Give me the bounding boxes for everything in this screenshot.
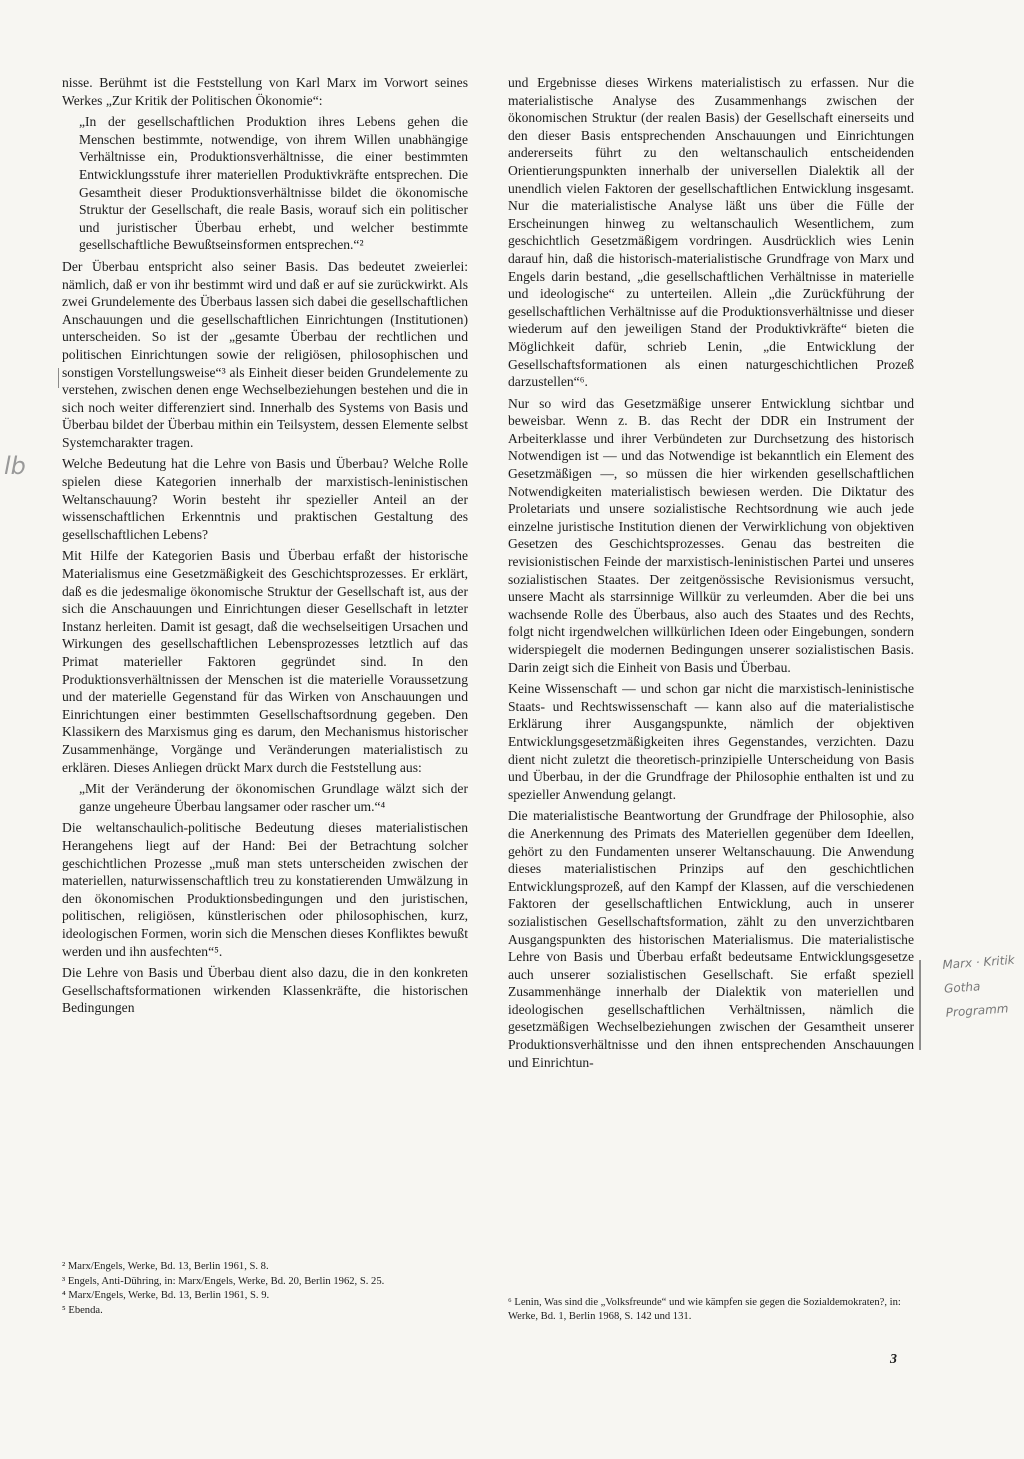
handwritten-margin-note: lb [4,452,26,480]
block-quote: „In der gesellschaftlichen Produktion ihres Lebens gehen die Menschen bestimmte, notwendige, von ihrem Willen unabhängige Verhältnisse ein, Produktionsverhältnisse, die einer bestimmten Entwicklungsstufe ihrer materiellen Produktivkräfte entsprechen. Die Gesamtheit dieser Produktionsverhältnisse bildet die ökonomische Struktur der Gesellschaft, die reale Basis, worauf sich ein politischer und juristischer Überbau erhebt, und welcher bestimmte gesellschaftliche Bewußtseinsformen entsprechen.“² [79,114,468,253]
footnote: ⁴ Marx/Engels, Werke, Bd. 13, Berlin 1961, S. 9. [62,1290,270,1302]
left-text-column [62,74,468,1021]
margin-bracket [919,960,921,1050]
paragraph: Keine Wissenschaft — und schon gar nicht die marxistisch-leninistische Staats- und Rechtswissenschaft — kann also auf die materialistische Erklärung ihrer Ausgangspunkte, nämlich der objektiven Entwicklungsgesetzmäßigkeiten ihres Gegenstandes, verzichten. Dazu dient nicht zuletzt die theoretisch-prinzipielle Unterscheidung von Basis und Überbau, in der die Grundfrage der Philosophie enthalten ist und zu spezieller Anwendung gelangt. [508,681,914,802]
paragraph: nisse. Berühmt ist die Feststellung von Karl Marx im Vorwort seines Werkes „Zur Kritik der Politischen Ökonomie“: [62,75,468,108]
footnote: ⁵ Ebenda. [62,1304,103,1316]
paragraph: Die materialistische Beantwortung der Grundfrage der Philosophie, also die Anerkennung des Primats des Materiellen gegenüber dem Ideellen, gehört zu den Fundamenten unserer Weltanschauung. Die Anwendung dieses materialistischen Prinzips auf den geschichtlichen Entwicklungsprozeß, auf den Kampf der Klassen, auf die verschiedenen Faktoren der gesellschaftlichen Entwicklung, auch in unserer sozialistischen Gesellschaftsformation, zählt zu den unverzichtbaren Ausgangspunkten des historischen Materialismus. Die materialistische Lehre von Basis und Überbau erfaßt bedeutsame Entwicklungsgesetze auch unserer sozialistischen Gesellschaft. Sie erfaßt speziell Zusammenhänge innerhalb der Dialektik von materiellen und ideologischen gesellschaftlichen Verhältnissen, nämlich die gesetzmäßigen Wechselbeziehungen zwischen der Gesamtheit unserer Produktionsverhältnisse und den ihnen entsprechenden Anschauungen und Einrichtun- [508,808,914,1070]
right-text-column [508,74,914,1075]
footnote: ³ Engels, Anti-Dühring, in: Marx/Engels, Werke, Bd. 20, Berlin 1962, S. 25. [62,1275,385,1287]
footnote: ² Marx/Engels, Werke, Bd. 13, Berlin 1961, S. 8. [62,1261,269,1272]
paragraph: Der Überbau entspricht also seiner Basis. Das bedeutet zweierlei: nämlich, daß er von ihr bestimmt wird und daß er auf sie zurückwirkt. Als zwei Grundelemente des Überbaus lassen sich dabei die gesellschaftlichen Anschauungen und die gesellschaftlichen Einrichtungen (Institutionen) unterscheiden. So ist der „gesamte Überbau der rechtlichen und politischen Einrichtungen sowie der religiösen, philosophischen und sonstigen Vorstellungsweise“³ als Einheit dieser beiden Grundelemente zu verstehen, zwischen denen enge Wechselbeziehungen bestehen und die in sich noch weiter differenziert sind. Innerhalb des Systems von Basis und Überbau bildet der Überbau mithin ein Teilsystem, dessen Elemente selbst Systemcharakter tragen. [62,258,468,450]
block-quote: „Mit der Veränderung der ökonomischen Grundlage wälzt sich der ganze ungeheure Überbau langsamer oder rascher um.“⁴ [79,781,468,814]
footnote: ⁶ Lenin, Was sind die „Volksfreunde“ und wie kämpfen sie gegen die Sozialdemokraten?, in: Werke, Bd. 1, Berlin 1968, S. 142 und 131. [508,1297,901,1322]
margin-bracket [58,368,59,388]
page-number: 3 [890,1352,897,1367]
handwritten-margin-note: Marx · Kritik Gotha Programm [941,952,1016,1020]
paragraph: und Ergebnisse dieses Wirkens materialistisch zu erfassen. Nur die materialistische Analyse des Zusammenhangs zwischen der ökonomischen Struktur (der realen Basis) der Gesellschaft einerseits und den dieser Basis entsprechenden Anschauungen und Einrichtungen andererseits führt zu den weltanschaulich entscheidenden Orientierungspunkten innerhalb der universellen Dialektik all der unendlich vielen Faktoren der gesellschaftlichen Entwicklung insgesamt. Nur die materialistische Analyse läßt uns über die Fülle der Erscheinungen hinweg zu weltanschaulich Wesentlichem, zum geschichtlich Gesetzmäßigem vordringen. Ausdrücklich wies Lenin darauf hin, daß die historisch-materialistische Grundfrage von Marx und Engels darin bestand, „die gesellschaftlichen Verhältnisse in materielle und ideologische“ zu unterteilen. Allein „die Zurückführung der gesellschaftlichen Verhältnisse auf die Produktionsverhältnisse und dieser wiederum auf den jeweiligen Stand der Produktivkräfte“ bieten die Möglichkeit dafür, schrieb Lenin, „die Entwicklung der Gesellschaftsformationen als einen naturgeschichtlichen Prozeß darzustellen“⁶. [508,75,914,390]
paragraph: Nur so wird das Gesetzmäßige unserer Entwicklung sichtbar und beweisbar. Wenn z. B. das Recht der DDR ein Instrument der Arbeiterklasse und ihrer Verbündeten zur Durchsetzung des historisch Notwendigen ist — und das Notwendige ist bekanntlich ein Element des Gesetzmäßigen —, so müssen die hier wirkenden gesellschaftlichen Notwendigkeiten materialistisch bewiesen werden. Die Diktatur des Proletariats und unsere sozialistische Rechtsordnung wie auch jede einzelne juristische Institution dienen der Verwirklichung von objektiven Gesetzen des Geschichtsprozesses. Genau das bestreiten die revisionistischen Feinde der marxistisch-leninistischen Partei und unseres sozialistischen Staates. Der zeitgenössische Revisionismus versucht, unsere Macht als starrsinnige Willkür zu verleumden. Aber die bei uns wachsende Rolle des Überbaus, also auch des Staates und des Rechts, folgt nicht irgendwelchen willkürlichen Ideen oder Eingebungen, sondern widerspiegelt die modernen Bedingungen unserer sozialistischen Basis. Darin zeigt sich die Einheit von Basis und Überbau. [508,395,914,675]
paragraph: Welche Bedeutung hat die Lehre von Basis und Überbau? Welche Rolle spielen diese Kategorien innerhalb der marxistisch-leninistischen Weltanschauung? Worin besteht ihr spezieller Anteil an der wissenschaftlichen Erkenntnis und praktischen Gestaltung des gesellschaftlichen Lebens? [62,456,468,542]
paragraph: Mit Hilfe der Kategorien Basis und Überbau erfaßt der historische Materialismus eine Gesetzmäßigkeit des Geschichtsprozesses. Er erklärt, daß es die jedesmalige ökonomische Struktur der Gesellschaft ist, aus der sich die Anschauungen und Einrichtungen dieser Gesellschaft in letzter Instanz herleiten. Damit ist gesagt, daß die wechselseitigen Ursachen und Wirkungen des gesellschaftlichen Lebensprozesses letztlich auf das Primat materieller Faktoren gegründet sind. In den Produktionsverhältnissen der Menschen ist die materielle Voraussetzung und der materielle Gegenstand für das Wirken von Anschauungen und Einrichtungen einer bestimmten Gesellschaftsordnung gegeben. Den Klassikern des Marxismus ging es darum, den Mechanismus historischer Zusammenhänge, Vorgänge und Veränderungen materialistisch zu erklären. Dieses Anliegen drückt Marx durch die Feststellung aus: [62,548,468,775]
paragraph: Die weltanschaulich-politische Bedeutung dieses materialistischen Herangehens liegt auf der Hand: Bei der Betrachtung solcher geschichtlichen Prozesse „muß man stets unterscheiden zwischen der materiellen, naturwissenschaftlich treu zu konstatierenden Umwälzung in den ökonomischen Produktionsbedingungen und den juristischen, politischen, religiösen, künstlerischen oder philosophischen, kurz, ideologischen Formen, worin sich die Menschen dieses Konfliktes bewußt werden und ihn ausfechten“⁵. [62,820,468,959]
paragraph: Die Lehre von Basis und Überbau dient also dazu, die in den konkreten Gesellschaftsformationen wirkenden Klassenkräfte, die historischen Bedingungen [62,965,468,1016]
footnotes-left [62,1260,468,1318]
footnotes-right [508,1296,914,1324]
